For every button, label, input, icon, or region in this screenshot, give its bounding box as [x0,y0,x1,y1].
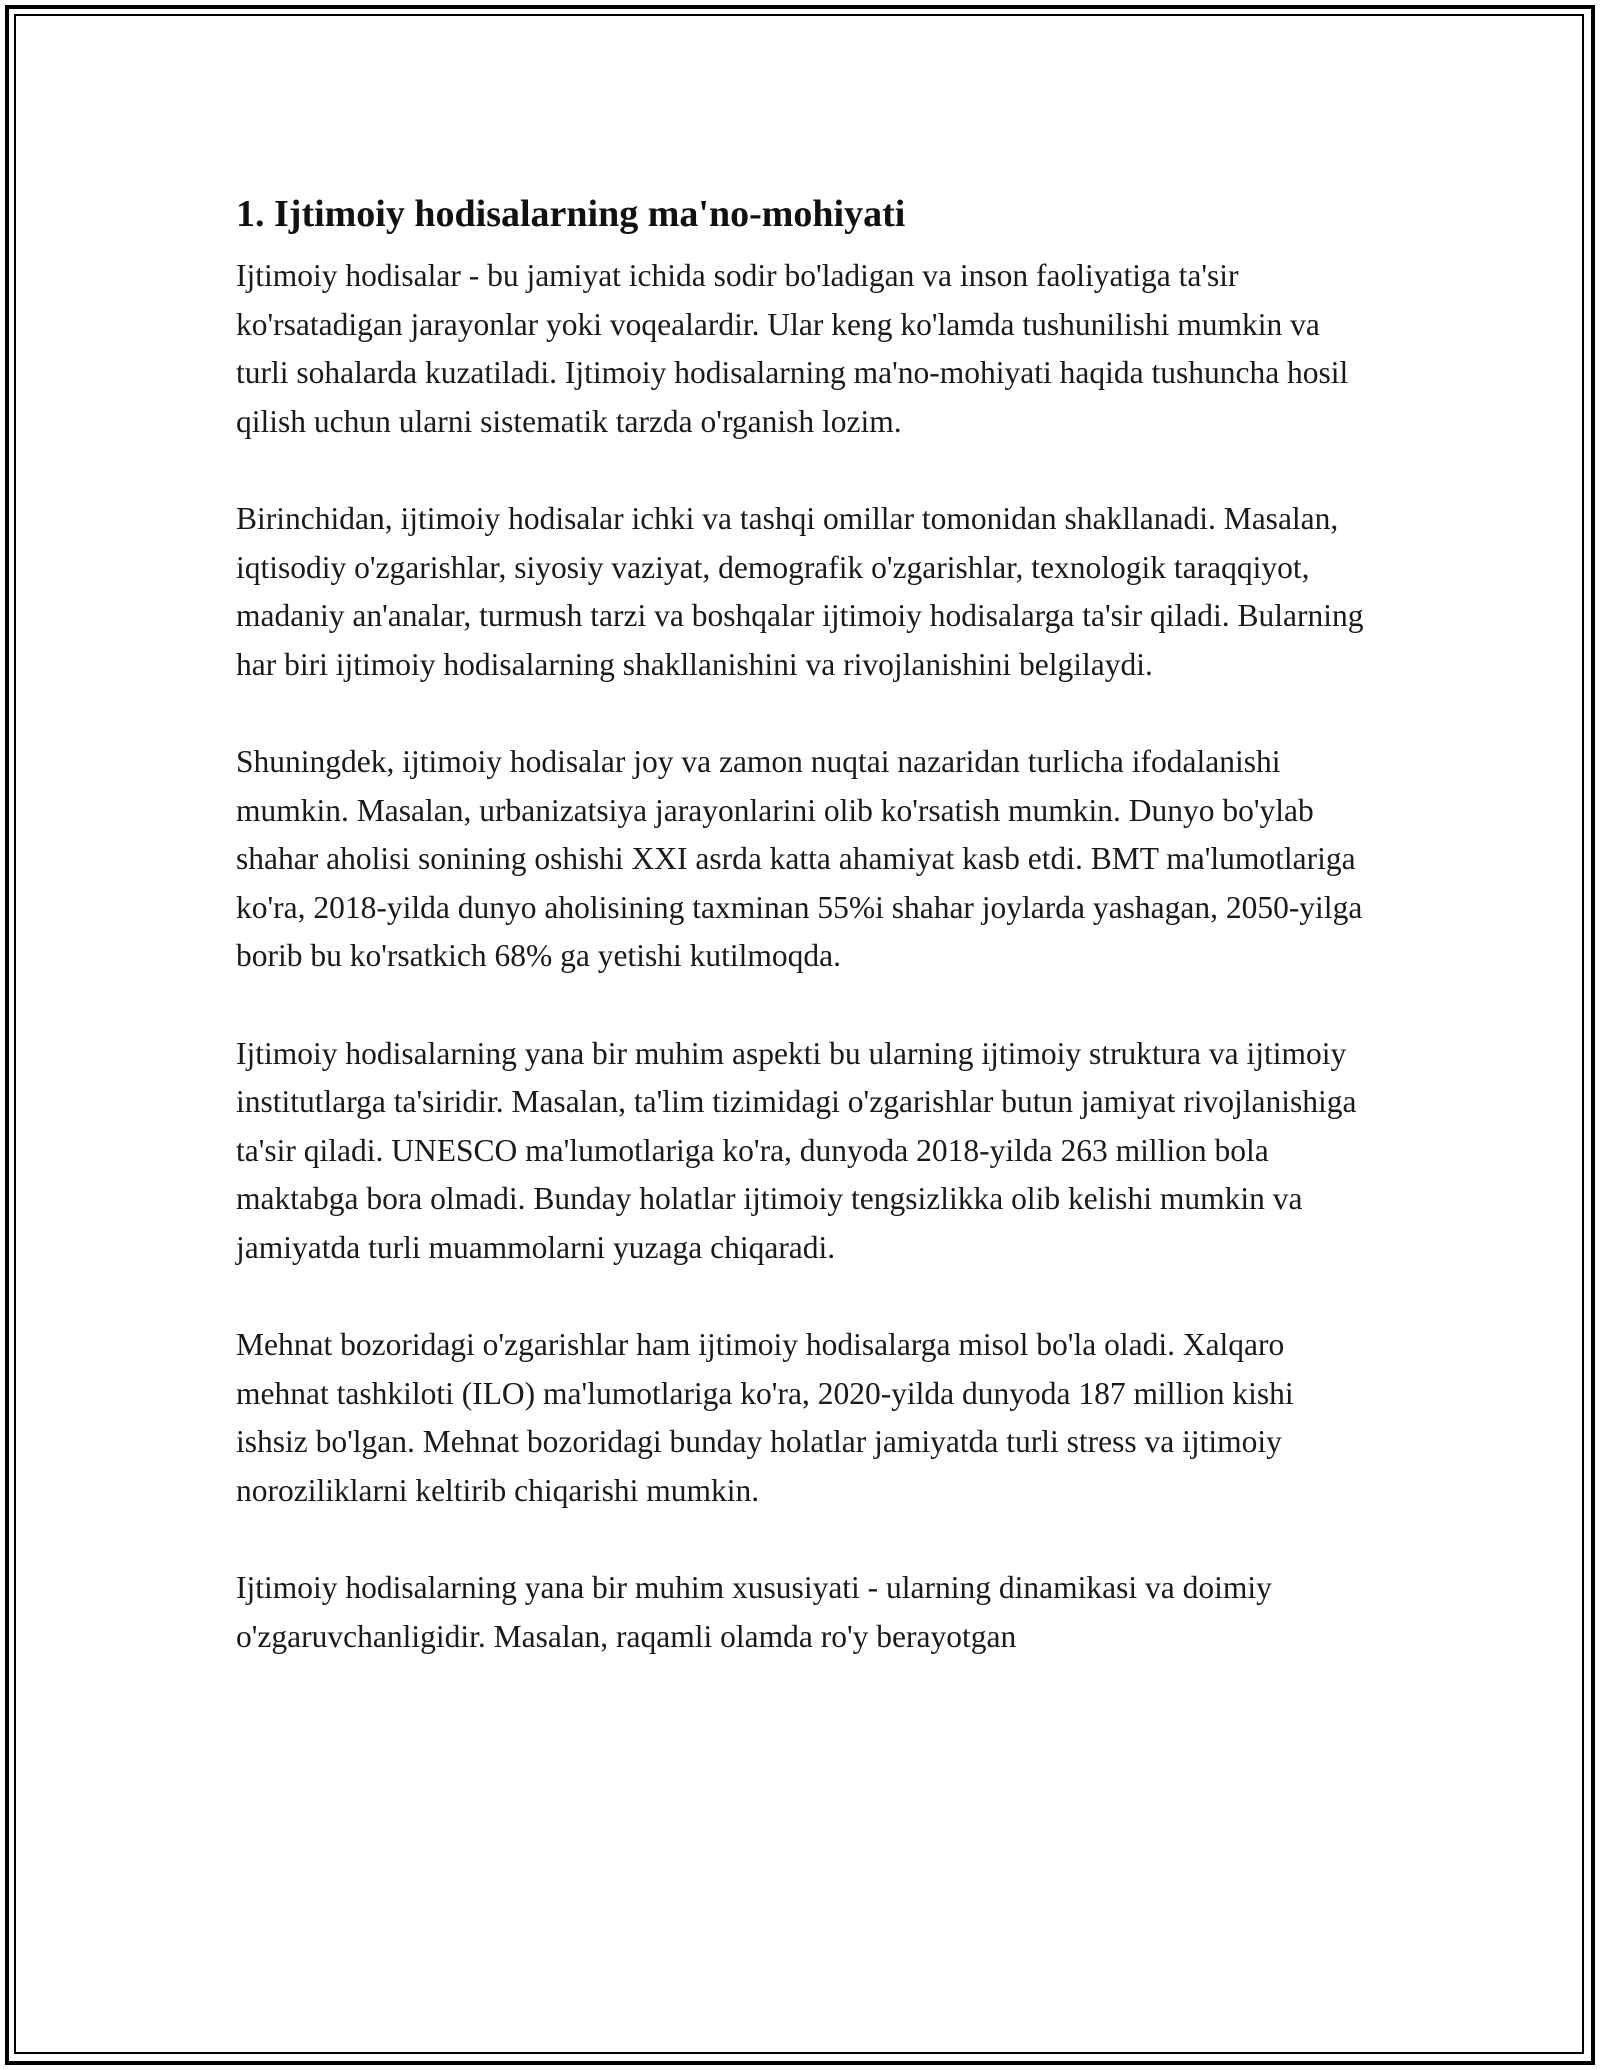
paragraph-1: Ijtimoiy hodisalar - bu jamiyat ichida sodir bo'ladigan va inson faoliyatiga ta'sir ko'rsatadigan jarayonlar yoki voqealardir. Ular keng ko'lamda tushunilishi mumkin va turli sohalarda kuzatiladi. Ijtimoiy hodisalarning ma'no-mohiyati haqida tushuncha hosil qilish uchun ularni sistematik tarzda o'rganish lozim. [236,258,1349,439]
document-body [236,186,1366,1710]
paragraph-5: Mehnat bozoridagi o'zgarishlar ham ijtimoiy hodisalarga misol bo'la oladi. Xalqaro mehnat tashkiloti (ILO) ma'lumotlariga ko'ra, 2020-yilda dunyoda 187 million kishi ishsiz bo'lgan. Mehnat bozoridagi bunday holatlar jamiyatda turli stress va ijtimoiy noroziliklarni keltirib chiqarishi mumkin. [236,1327,1294,1508]
section-heading: 1. Ijtimoiy hodisalarning ma'no-mohiyati [236,193,906,235]
paragraph-4: Ijtimoiy hodisalarning yana bir muhim aspekti bu ularning ijtimoiy struktura va ijtimoiy institutlarga ta'siridir. Masalan, ta'lim tizimidagi o'zgarishlar butun jamiyat rivojlanishiga ta'sir qiladi. UNESCO ma'lumotlariga ko'ra, dunyoda 2018-yilda 263 million bola maktabga bora olmadi. Bunday holatlar ijtimoiy tengsizlikka olib kelishi mumkin va jamiyatda turli muammolarni yuzaga chiqaradi. [236,1035,1357,1265]
paragraph-2: Birinchidan, ijtimoiy hodisalar ichki va tashqi omillar tomonidan shakllanadi. Masalan, iqtisodiy o'zgarishlar, siyosiy vaziyat, demografik o'zgarishlar, texnologik taraqqiyot, madaniy an'analar, turmush tarzi va boshqalar ijtimoiy hodisalarga ta'sir qiladi. Bularning har biri ijtimoiy hodisalarning shakllanishini va rivojlanishini belgilaydi. [236,501,1364,682]
paragraph-6: Ijtimoiy hodisalarning yana bir muhim xususiyati - ularning dinamikasi va doimiy o'zgaruvchanligidir. Masalan, raqamli olamda ro'y berayotgan [236,1570,1272,1654]
paragraph-3: Shuningdek, ijtimoiy hodisalar joy va zamon nuqtai nazaridan turlicha ifodalanishi mumkin. Masalan, urbanizatsiya jarayonlarini olib ko'rsatish mumkin. Dunyo bo'ylab shahar aholisi sonining oshishi XXI asrda katta ahamiyat kasb etdi. BMT ma'lumotlariga ko'ra, 2018-yilda dunyo aholisining taxminan 55%i shahar joylarda yashagan, 2050-yilga borib bu ko'rsatkich 68% ga yetishi kutilmoqda. [236,744,1363,973]
